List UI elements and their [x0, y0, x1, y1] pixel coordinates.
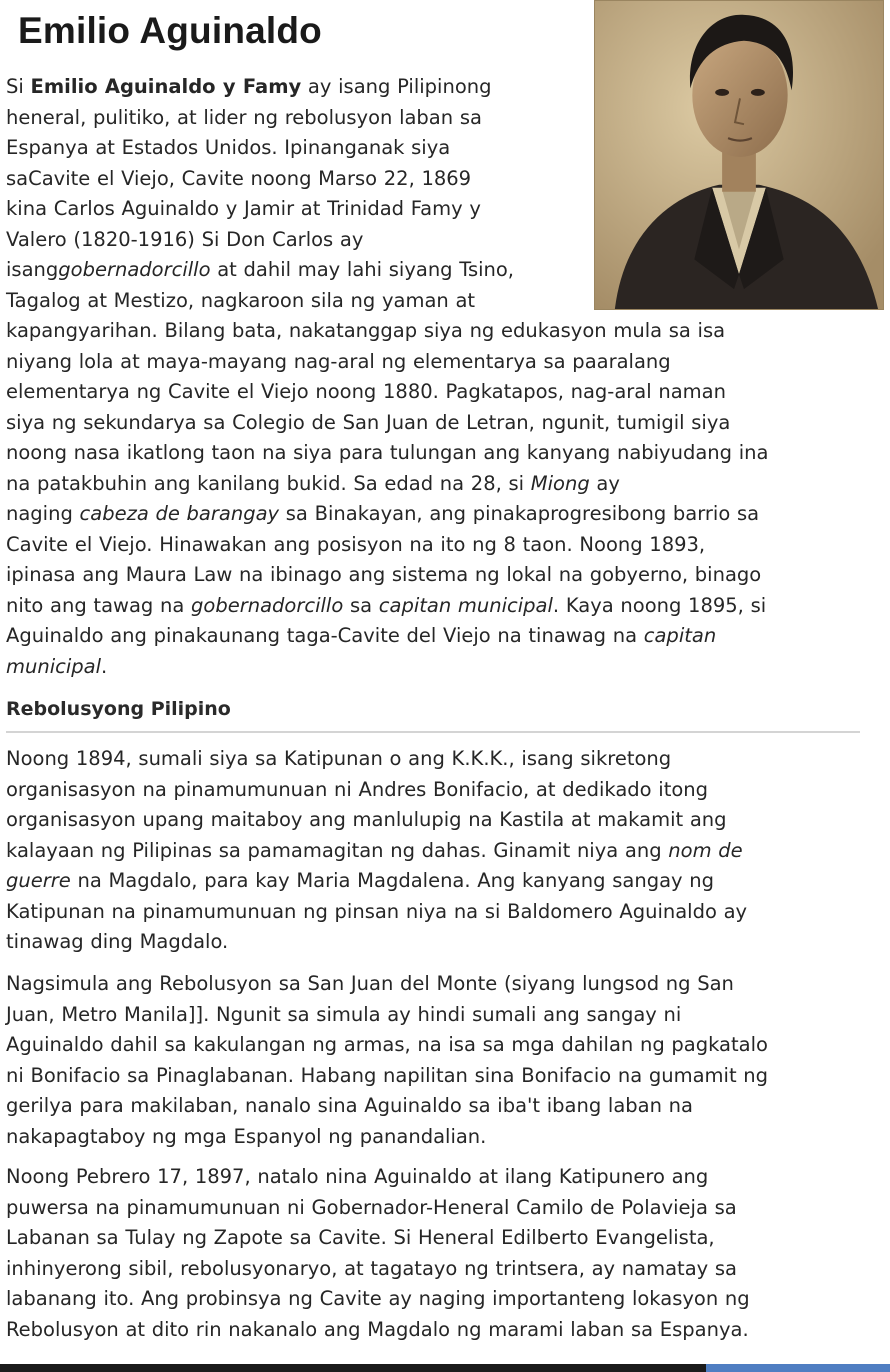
section-heading: Rebolusyong Pilipino: [6, 698, 231, 720]
intro-paragraph: Si Emilio Aguinaldo y Famy ay isang Pilipinong heneral, pulitiko, at lider ng rebolusyon laban sa Espanya at Estados Unidos. Ipinanganak siya saCavite el Viejo, Cavite noong Marso 22, 1869 kina Carlos Aguinaldo y Jamir at Trinidad Famy y Valero (1820-1916) Si Don Carlos ay isanggobernadorcillo at dahil may lahi siyang Tsino, Tagalog at Mestizo, nagkaroon sila ng yaman at kapangyarihan. Bilang bata, nakatanggap siya ng edukasyon mula sa isa niyang lola at maya-mayang nag-aral ng elementarya sa paaralang elementarya ng Cavite el Viejo noong 1880. Pagkatapos, nag-aral naman siya ng sekundarya sa Colegio de San Juan de Letran, ngunit, tumigil siya noong nasa ikatlong taon na siya para tulungan ang kanyang nabiyudang ina na patakbuhin ang kanilang bukid. Sa edad na 28, si Miong ay naging cabeza de barangay sa Binakayan, ang pinakaprogresibong barrio sa Cavite el Viejo. Hinawakan ang posisyon na ito ng 8 taon. Noong 1893, ipinasa ang Maura Law na ibinago ang sistema ng lokal na gobyerno, binago nito ang tawag na gobernadorcillo sa capitan municipal. Kaya noong 1895, si Aguinaldo ang pinakaunang taga-Cavite del Viejo na tinawag na capitan municipal.: [6, 75, 769, 678]
section-paragraph-2: Nagsimula ang Rebolusyon sa San Juan del Monte (siyang lungsod ng San Juan, Metro Manila]]. Ngunit sa simula ay hindi sumali ang sangay ni Aguinaldo dahil sa kakulangan ng armas, na isa sa mga dahilan ng pagkatalo ni Bonifacio sa Pinaglabanan. Habang napilitan sina Bonifacio na gumamit ng gerilya para makilaban, nanalo sina Aguinaldo sa iba't ibang laban na nakapagtaboy ng mga Espanyol ng panandalian.: [6, 972, 769, 1148]
bottom-strip-accent: [706, 1364, 890, 1372]
section-paragraph-3: Noong Pebrero 17, 1897, natalo nina Aguinaldo at ilang Katipunero ang puwersa na pinamumunuan ni Gobernador-Heneral Camilo de Polavieja sa Labanan sa Tulay ng Zapote sa Cavite. Si Heneral Edilberto Evangelista, inhinyerong sibil, rebolusyonaryo, at tagatayo ng trintsera, ay namatay sa labanang ito. Ang probinsya ng Cavite ay naging importanteng lokasyon ng Rebolusyon at dito rin nakanalo ang Magdalo ng marami laban sa Espanya.: [6, 1165, 750, 1341]
article-title: Emilio Aguinaldo: [18, 10, 322, 51]
bold-full-name: Emilio Aguinaldo y Famy: [30, 75, 302, 98]
bottom-strip: [0, 1364, 890, 1372]
section-paragraph-1: Noong 1894, sumali siya sa Katipunan o ang K.K.K., isang sikretong organisasyon na pinamumunuan ni Andres Bonifacio, at dedikado itong organisasyon upang maitaboy ang manlulupig na Kastila at makamit ang kalayaan ng Pilipinas sa pamamagitan ng dahas. Ginamit niya ang nom de guerre na Magdalo, para kay Maria Magdalena. Ang kanyang sangay ng Katipunan na pinamumunuan ng pinsan niya na si Baldomero Aguinaldo ay tinawag ding Magdalo.: [6, 747, 748, 953]
section-divider: [6, 731, 860, 733]
